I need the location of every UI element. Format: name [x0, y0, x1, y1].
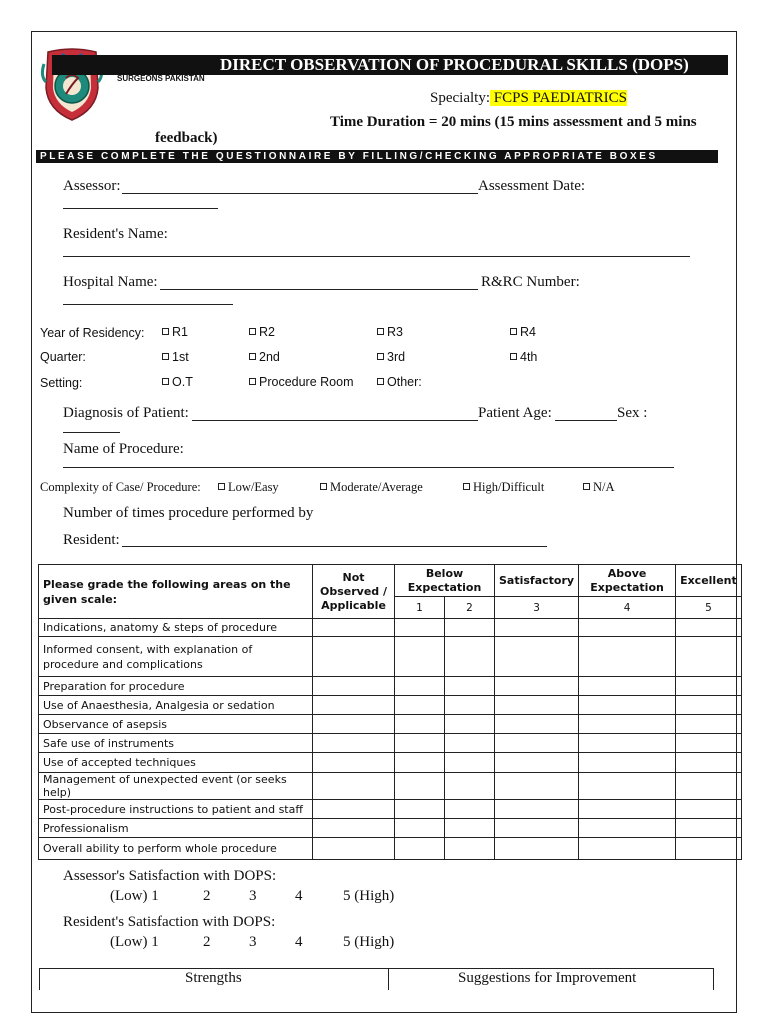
hospital-name-field[interactable] [160, 289, 478, 290]
grid-header-label: Please grade the following areas on the given scale: [39, 565, 313, 619]
assessor-scale-2[interactable]: 2 [203, 888, 211, 904]
table-row [39, 677, 742, 696]
procedure-name-field[interactable] [63, 467, 674, 468]
strengths-label: Strengths [185, 970, 242, 986]
org-name: SURGEONS PAKISTAN [117, 74, 205, 83]
grade-cell[interactable] [313, 819, 395, 838]
grade-cell[interactable] [495, 715, 579, 734]
row-label: Professionalism [39, 819, 313, 838]
complexity-label: Complexity of Case/ Procedure: [40, 480, 201, 494]
grade-cell[interactable] [579, 753, 676, 773]
assessor-scale-4[interactable]: 4 [295, 888, 303, 904]
row-label: Post-procedure instructions to patient and staff [39, 800, 313, 819]
times-performed-label-1: Number of times procedure performed by [63, 505, 314, 521]
grade-cell[interactable] [395, 677, 445, 696]
grade-cell[interactable] [676, 753, 742, 773]
rrc-number-field[interactable] [63, 304, 233, 305]
checkbox-icon[interactable] [249, 378, 256, 385]
page-frame [31, 31, 737, 1013]
assessor-label: Assessor: [63, 178, 121, 194]
setting-label: Setting: [40, 376, 83, 390]
table-row [39, 637, 742, 677]
assessor-satisfaction-label: Assessor's Satisfaction with DOPS: [63, 868, 277, 884]
complexity-option-moderate[interactable]: Moderate/Average [320, 480, 423, 495]
grade-cell[interactable] [676, 838, 742, 860]
grade-cell[interactable] [313, 838, 395, 860]
grade-cell[interactable] [579, 838, 676, 860]
rrc-number-label: R&RC Number: [481, 274, 580, 290]
checkbox-icon[interactable] [162, 353, 169, 360]
checkbox-icon[interactable] [377, 378, 384, 385]
grade-cell[interactable] [579, 696, 676, 715]
year-option-r2[interactable]: R2 [249, 325, 275, 339]
times-performed-field[interactable] [122, 546, 547, 547]
grade-cell[interactable] [579, 734, 676, 753]
row-label: Management of unexpected event (or seeks help) [39, 773, 313, 800]
diagnosis-label: Diagnosis of Patient: [63, 405, 189, 421]
score-2: 2 [445, 597, 495, 619]
grade-cell[interactable] [395, 715, 445, 734]
duration-line-1: Time Duration = 20 mins (15 mins assessment and 5 mins [330, 114, 697, 130]
grade-cell[interactable] [445, 637, 495, 677]
grade-cell[interactable] [313, 677, 395, 696]
assessor-scale-low[interactable]: (Low) 1 [110, 888, 159, 904]
table-row [39, 715, 742, 734]
grade-cell[interactable] [313, 619, 395, 637]
specialty-label: Specialty: [430, 90, 490, 106]
score-1: 1 [395, 597, 445, 619]
score-4: 4 [579, 597, 676, 619]
grade-cell[interactable] [676, 637, 742, 677]
grade-cell[interactable] [445, 715, 495, 734]
grade-cell[interactable] [313, 637, 395, 677]
grade-cell[interactable] [313, 800, 395, 819]
hospital-name-label: Hospital Name: [63, 274, 158, 290]
grade-cell[interactable] [579, 637, 676, 677]
sex-label: Sex : [617, 405, 648, 421]
form-title: DIRECT OBSERVATION OF PROCEDURAL SKILLS (DOPS) [220, 55, 689, 74]
table-row [39, 819, 742, 838]
checkbox-icon[interactable] [218, 483, 225, 490]
grade-cell[interactable] [445, 819, 495, 838]
grade-cell[interactable] [313, 696, 395, 715]
grade-cell[interactable] [395, 800, 445, 819]
sex-field[interactable] [63, 432, 120, 433]
grade-cell[interactable] [445, 753, 495, 773]
table-row [39, 800, 742, 819]
complexity-option-low[interactable]: Low/Easy [218, 480, 279, 495]
grade-cell[interactable] [395, 838, 445, 860]
grade-cell[interactable] [676, 773, 742, 800]
specialty-line [430, 90, 627, 107]
setting-option-other[interactable]: Other: [377, 375, 422, 389]
quarter-label: Quarter: [40, 350, 86, 364]
grade-cell[interactable] [495, 696, 579, 715]
grade-cell[interactable] [395, 637, 445, 677]
grade-cell[interactable] [495, 800, 579, 819]
grade-cell[interactable] [495, 773, 579, 800]
checkbox-icon[interactable] [162, 378, 169, 385]
grade-cell[interactable] [676, 734, 742, 753]
grade-cell[interactable] [445, 734, 495, 753]
grade-cell[interactable] [313, 773, 395, 800]
grade-cell[interactable] [395, 773, 445, 800]
row-label: Observance of asepsis [39, 715, 313, 734]
grid-header-below: Below Expectation [395, 565, 495, 597]
complexity-option-high[interactable]: High/Difficult [463, 480, 544, 495]
score-3: 3 [495, 597, 579, 619]
grade-cell[interactable] [676, 715, 742, 734]
grade-cell[interactable] [495, 637, 579, 677]
grid-header-not-observed: Not Observed / Applicable [313, 565, 395, 619]
year-option-r1[interactable]: R1 [162, 325, 188, 339]
checkbox-icon[interactable] [377, 353, 384, 360]
grade-cell[interactable] [395, 753, 445, 773]
suggestions-label: Suggestions for Improvement [458, 970, 637, 986]
resident-scale-4[interactable]: 4 [295, 934, 303, 950]
quarter-option-1st[interactable]: 1st [162, 350, 189, 364]
row-label: Use of accepted techniques [39, 753, 313, 773]
assessor-scale-3[interactable]: 3 [249, 888, 257, 904]
row-label: Informed consent, with explanation of procedure and complications [39, 637, 313, 677]
grade-cell[interactable] [495, 677, 579, 696]
grade-cell[interactable] [395, 696, 445, 715]
resident-satisfaction-label: Resident's Satisfaction with DOPS: [63, 914, 276, 930]
year-option-r3[interactable]: R3 [377, 325, 403, 339]
grade-cell[interactable] [445, 773, 495, 800]
year-option-r4[interactable]: R4 [510, 325, 536, 339]
grade-cell[interactable] [445, 677, 495, 696]
grade-cell[interactable] [579, 819, 676, 838]
grade-cell[interactable] [313, 715, 395, 734]
checkbox-icon[interactable] [510, 328, 517, 335]
table-row [39, 773, 742, 800]
quarter-option-3rd[interactable]: 3rd [377, 350, 405, 364]
resident-scale-low[interactable]: (Low) 1 [110, 934, 159, 950]
checkbox-icon[interactable] [320, 483, 327, 490]
grade-cell[interactable] [495, 819, 579, 838]
grade-cell[interactable] [395, 734, 445, 753]
checkbox-icon[interactable] [249, 353, 256, 360]
resident-scale-2[interactable]: 2 [203, 934, 211, 950]
grade-cell[interactable] [676, 819, 742, 838]
grade-cell[interactable] [495, 753, 579, 773]
setting-option-ot[interactable]: O.T [162, 375, 193, 389]
grade-cell[interactable] [445, 696, 495, 715]
resident-name-label: Resident's Name: [63, 226, 168, 242]
checkbox-icon[interactable] [583, 483, 590, 490]
row-label: Preparation for procedure [39, 677, 313, 696]
quarter-option-4th[interactable]: 4th [510, 350, 537, 364]
instruction-text: PLEASE COMPLETE THE QUESTIONNAIRE BY FILLING/CHECKING APPROPRIATE BOXES [40, 151, 658, 162]
assessor-scale-high[interactable]: 5 (High) [343, 888, 395, 904]
grade-cell[interactable] [676, 696, 742, 715]
grade-cell[interactable] [676, 619, 742, 637]
grade-cell[interactable] [495, 619, 579, 637]
grade-cell[interactable] [579, 677, 676, 696]
times-performed-label-2: Resident: [63, 532, 120, 548]
grade-cell[interactable] [313, 734, 395, 753]
diagnosis-field[interactable] [192, 420, 478, 421]
grade-cell[interactable] [676, 800, 742, 819]
year-label: Year of Residency: [40, 326, 145, 340]
setting-option-procedure-room[interactable]: Procedure Room [249, 375, 354, 389]
grade-cell[interactable] [445, 800, 495, 819]
grade-cell[interactable] [579, 773, 676, 800]
assessment-date-label: Assessment Date: [478, 178, 586, 194]
checkbox-icon[interactable] [377, 328, 384, 335]
row-label: Indications, anatomy & steps of procedure [39, 619, 313, 637]
table-row [39, 619, 742, 637]
grade-cell[interactable] [495, 734, 579, 753]
score-5: 5 [676, 597, 742, 619]
quarter-option-2nd[interactable]: 2nd [249, 350, 280, 364]
assessor-field[interactable] [122, 193, 478, 194]
grade-cell[interactable] [395, 819, 445, 838]
grade-cell[interactable] [676, 677, 742, 696]
row-label: Use of Anaesthesia, Analgesia or sedation [39, 696, 313, 715]
assessment-date-field[interactable] [63, 208, 218, 209]
grade-cell[interactable] [445, 838, 495, 860]
patient-age-label: Patient Age: [478, 405, 552, 421]
grade-cell[interactable] [579, 800, 676, 819]
feedback-divider [388, 968, 389, 990]
checkbox-icon[interactable] [249, 328, 256, 335]
grade-cell[interactable] [579, 619, 676, 637]
grade-cell[interactable] [395, 619, 445, 637]
grade-cell[interactable] [495, 838, 579, 860]
grade-cell[interactable] [445, 619, 495, 637]
table-row [39, 734, 742, 753]
grade-cell[interactable] [579, 715, 676, 734]
table-row [39, 753, 742, 773]
row-label: Overall ability to perform whole procedure [39, 838, 313, 860]
complexity-option-na[interactable]: N/A [583, 480, 615, 495]
grid-header-excellent: Excellent [676, 565, 742, 597]
resident-scale-high[interactable]: 5 (High) [343, 934, 395, 950]
procedure-name-label: Name of Procedure: [63, 441, 184, 457]
specialty-value: FCPS PAEDIATRICS [490, 90, 627, 106]
grade-cell[interactable] [313, 753, 395, 773]
resident-name-field[interactable] [63, 256, 690, 257]
resident-scale-3[interactable]: 3 [249, 934, 257, 950]
checkbox-icon[interactable] [510, 353, 517, 360]
grid-header-above: Above Expectation [579, 565, 676, 597]
duration-line-2: feedback) [155, 130, 218, 146]
table-row [39, 838, 742, 860]
grading-table [38, 564, 742, 860]
checkbox-icon[interactable] [162, 328, 169, 335]
checkbox-icon[interactable] [463, 483, 470, 490]
patient-age-field[interactable] [555, 420, 617, 421]
row-label: Safe use of instruments [39, 734, 313, 753]
grid-header-satisfactory: Satisfactory [495, 565, 579, 597]
table-row [39, 696, 742, 715]
